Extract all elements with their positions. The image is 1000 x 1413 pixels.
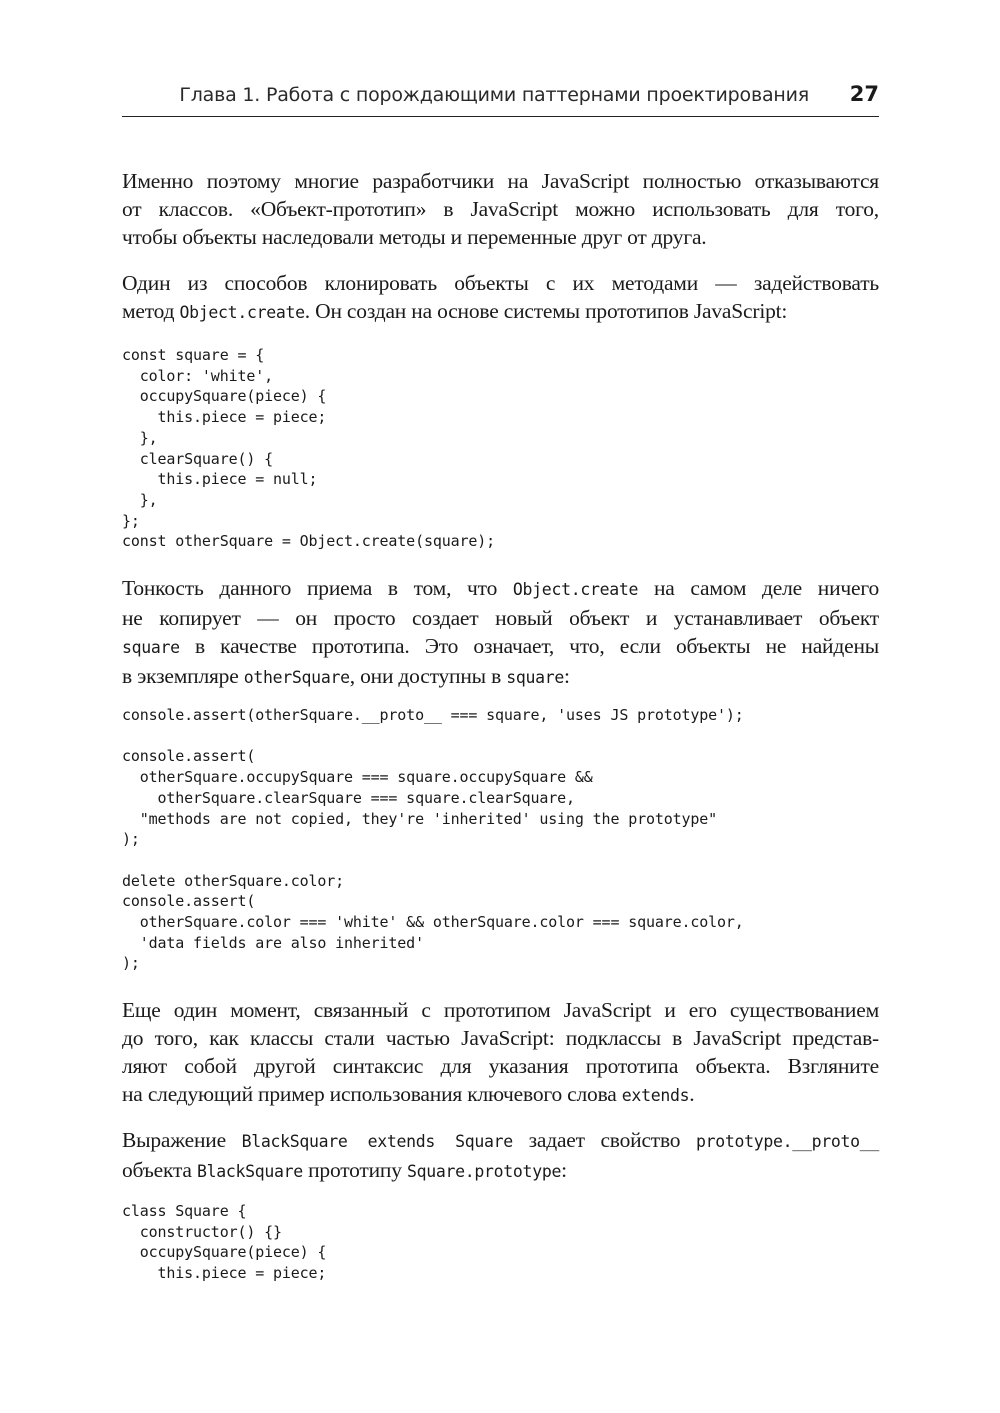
paragraph-1 <box>122 167 879 251</box>
paragraph-line <box>122 632 879 662</box>
inline-code: Square.prototype <box>406 1162 562 1181</box>
inline-code: BlackSquare extends Square <box>241 1132 513 1151</box>
paragraph-4 <box>122 996 879 1110</box>
paragraph-line: ляют собой другой синтаксис для указания прототипа объекта. Взгляните <box>122 1054 879 1078</box>
paragraph-line: Еще один момент, связанный с прототипом JavaScript и его существованием <box>122 998 879 1022</box>
text-run: в экземпляре <box>122 664 244 688</box>
text-run: . Он создан на основе системы прототипов JavaScript: <box>304 299 788 323</box>
text-run: в качестве прототипа. Это означает, что, если объекты не найдены <box>179 634 879 658</box>
paragraph-line <box>122 297 879 327</box>
paragraph-line: до того, как классы стали частью JavaScript: подклассы в JavaScript представ- <box>122 1026 879 1050</box>
text-run: задает свойство <box>512 1128 696 1152</box>
text-run: Тонкость данного приема в том, что <box>122 576 513 600</box>
inline-code: extends <box>621 1086 690 1105</box>
inline-code: prototype.__proto__ <box>695 1132 880 1151</box>
text-run: . <box>689 1082 695 1106</box>
paragraph-line <box>122 1126 879 1156</box>
inline-code: square <box>122 638 180 657</box>
paragraph-line <box>122 662 879 692</box>
chapter-title: Глава 1. Работа с порождающими паттернами проектирования <box>179 84 809 106</box>
paragraph-line: от классов. «Объект-прототип» в JavaScript можно использовать для того, <box>122 197 879 221</box>
paragraph-2 <box>122 269 879 327</box>
text-run: : <box>561 1158 567 1182</box>
paragraph-line: не копирует — он просто создает новый объект и устанавливает объект <box>122 606 879 630</box>
code-block-1: const square = { color: 'white', occupySquare(piece) { this.piece = piece; }, clearSquare() { this.piece = null; }, }; const otherSquare = Object.create(square); <box>122 346 495 551</box>
paragraph-3 <box>122 574 879 692</box>
page-number: 27 <box>849 82 879 106</box>
inline-code: Object.create <box>512 580 639 599</box>
code-block-2: console.assert(otherSquare.__proto__ === square, 'uses JS prototype'); console.assert( otherSquare.occupySquare === square.occupySquare && otherSquare.clearSquare === square.clearSquare, "methods are not copied, they're 'inherited' using the prototype" ); delete otherSquare.color; console.assert( otherSquare.color === 'white' && otherSquare.color === square.color, 'data fields are also inherited' ); <box>122 706 744 973</box>
text-run: Выражение <box>122 1128 242 1152</box>
text-run: , они доступны в <box>349 664 507 688</box>
paragraph-5 <box>122 1126 879 1186</box>
paragraph-line: Именно поэтому многие разработчики на JavaScript полностью отказываются <box>122 169 879 193</box>
text-run: объекта <box>122 1158 197 1182</box>
text-run: метод <box>122 299 180 323</box>
paragraph-line <box>122 1156 879 1186</box>
paragraph-line: чтобы объекты наследовали методы и переменные друг от друга. <box>122 225 707 249</box>
inline-code: Object.create <box>179 303 305 322</box>
paragraph-line <box>122 1080 879 1110</box>
text-run: прототипу <box>302 1158 407 1182</box>
paragraph-line <box>122 574 879 604</box>
text-run: : <box>564 664 570 688</box>
code-block-3: class Square { constructor() {} occupySquare(piece) { this.piece = piece; <box>122 1202 327 1283</box>
paragraph-line: Один из способов клонировать объекты с их методами — задействовать <box>122 271 879 295</box>
running-header <box>122 84 879 117</box>
inline-code: otherSquare <box>243 668 350 687</box>
inline-code: square <box>506 668 565 687</box>
inline-code: BlackSquare <box>196 1162 303 1181</box>
text-run: на следующий пример использования ключевого слова <box>122 1082 622 1106</box>
text-run: на самом деле ничего <box>638 576 879 600</box>
